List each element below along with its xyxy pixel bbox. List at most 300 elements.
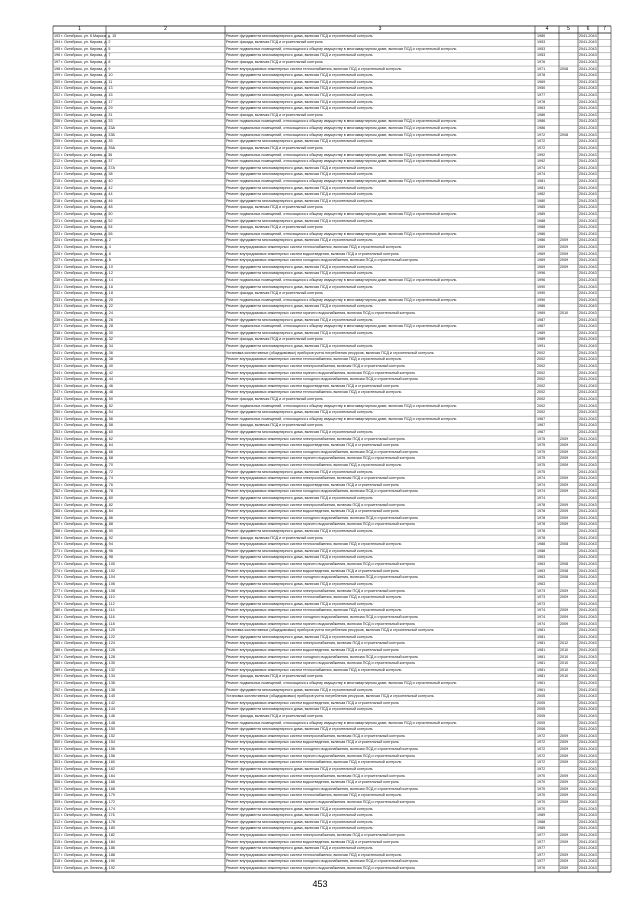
cell-period: 2041-2043 bbox=[579, 132, 597, 137]
cell-address: 262 г. Октябрьск, ул. Ленина, д. 78 bbox=[54, 489, 113, 494]
cell-period: 2041-2043 bbox=[579, 330, 597, 335]
cell-work: Ремонт фундамента многоквартирного дома, включая ПСД и строительный контроль bbox=[226, 344, 373, 349]
cell-year-built: 1970 bbox=[537, 793, 546, 798]
cell-period: 2041-2043 bbox=[579, 40, 597, 45]
cell-address: 247 г. Октябрьск, ул. Ленина, д. 48 bbox=[54, 390, 113, 395]
cell-year-built: 1978 bbox=[537, 535, 546, 540]
cell-work: Ремонт внутридомовых инженерных систем теплоснабжения, включая ПСД и строительный контроль bbox=[226, 463, 402, 467]
cell-work: Ремонт внутридомовых инженерных систем теплоснабжения, включая ПСД и строительный контроль bbox=[226, 357, 402, 362]
cell-year-built: 1980 bbox=[537, 198, 546, 203]
cell-work: Ремонт внутридомовых инженерных систем теплоснабжения, включая ПСД и строительный контроль bbox=[226, 667, 402, 672]
cell-address: 203 г. Октябрьск, ул. Кирова, д. 17 bbox=[54, 99, 113, 104]
page-number: 453 bbox=[312, 879, 328, 889]
cell-work: Установка коллективных (общедомовых) приборов учета потребления ресурсов, включая ПСД и строительный контроль bbox=[226, 628, 434, 633]
cell-year-built: 1969 bbox=[537, 311, 546, 316]
cell-period: 2041-2043 bbox=[579, 733, 597, 738]
cell-work: Ремонт внутридомовых инженерных систем водоотведения, включая ПСД и строительный контроль bbox=[226, 443, 399, 448]
cell-work: Ремонт подвальных помещений, относящихся к общему имуществу в многоквартирном доме, включая ПСД и строительный контроль bbox=[226, 152, 457, 157]
cell-address: 268 г. Октябрьск, ул. Ленина, д. 90 bbox=[54, 529, 113, 534]
cell-year-built: 1981 bbox=[537, 661, 546, 666]
cell-work: Ремонт фундамента многоквартирного дома, включая ПСД и строительный контроль bbox=[226, 555, 373, 560]
cell-period: 2041-2043 bbox=[579, 297, 597, 302]
cell-address: 218 г. Октябрьск, ул. Кирова, д. 46 bbox=[54, 198, 113, 203]
cell-year-built: 1961 bbox=[537, 687, 546, 692]
cell-period: 2041-2043 bbox=[579, 396, 597, 401]
cell-year-built: 2002 bbox=[537, 390, 546, 395]
cell-work: Ремонт внутридомовых инженерных систем электроснабжения, включая ПСД и строительный контроль bbox=[226, 436, 405, 441]
cell-work: Ремонт подвальных помещений, относящихся к общему имуществу в многоквартирном доме, включая ПСД и строительный контроль bbox=[226, 132, 457, 137]
cell-year-built: 1978 bbox=[537, 509, 546, 514]
cell-work: Ремонт фундамента многоквартирного дома, включая ПСД и строительный контроль bbox=[226, 496, 373, 501]
cell-work: Ремонт фундамента многоквартирного дома, включая ПСД и строительный контроль bbox=[226, 634, 373, 639]
cell-period: 2041-2043 bbox=[579, 449, 597, 454]
cell-address: 285 г. Октябрьск, ул. Ленина, д. 124 bbox=[54, 641, 115, 646]
cell-address: 202 г. Октябрьск, ул. Кирова, д. 15 bbox=[54, 93, 113, 98]
cell-address: 294 г. Октябрьск, ул. Ленина, д. 142 bbox=[54, 700, 115, 705]
cell-period: 2041-2043 bbox=[579, 185, 597, 190]
cell-work: Установка коллективных (общедомовых) приборов учета потребления ресурсов, включая ПСД и строительный контроль bbox=[226, 694, 434, 699]
cell-year-built: 1988 bbox=[537, 225, 546, 230]
cell-year-built: 1973 bbox=[537, 588, 546, 593]
cell-year-built: 1986 bbox=[537, 119, 546, 124]
cell-address: 251 г. Октябрьск, ул. Ленина, д. 56 bbox=[54, 416, 113, 421]
cell-address: 267 г. Октябрьск, ул. Ленина, д. 88 bbox=[54, 522, 113, 527]
cell-year-built: 1981 bbox=[537, 641, 546, 646]
cell-period: 2041-2043 bbox=[579, 766, 597, 771]
cell-address: 198 г. Октябрьск, ул. Кирова, д. 9 bbox=[54, 66, 111, 71]
cell-period: 2041-2043 bbox=[579, 99, 597, 104]
cell-year-last-repair: 2009 bbox=[560, 482, 569, 487]
cell-work: Ремонт фундамента многоквартирного дома, включая ПСД и строительный контроль bbox=[226, 304, 373, 309]
cell-year-built: 1977 bbox=[537, 846, 546, 851]
cell-address: 205 г. Октябрьск, ул. Кирова, д. 31 bbox=[54, 112, 113, 117]
cell-address: 299 г. Октябрьск, ул. Ленина, д. 152 bbox=[54, 733, 115, 738]
cell-address: 213 г. Октябрьск, ул. Кирова, д. 37А bbox=[54, 165, 115, 170]
cell-address: 210 г. Октябрьск, ул. Кирова, д. 35А bbox=[54, 145, 115, 150]
cell-address: 245 г. Октябрьск, ул. Ленина, д. 44 bbox=[54, 377, 113, 382]
cell-year-last-repair: 2009 bbox=[560, 733, 569, 738]
cell-year-built: 2005 bbox=[537, 707, 546, 712]
cell-work: Ремонт фасада, включая ПСД и строительный контроль bbox=[226, 40, 323, 45]
cell-period: 2041-2043 bbox=[579, 515, 597, 520]
cell-work: Ремонт внутридомовых инженерных систем холодного водоснабжения, включая ПСД и строительный контроль bbox=[226, 377, 419, 382]
cell-address: 223 г. Октябрьск, ул. Кирова, д. 56 bbox=[54, 231, 113, 236]
cell-address: 306 г. Октябрьск, ул. Ленина, д. 166 bbox=[54, 780, 115, 785]
cell-work: Ремонт внутридомовых инженерных систем электроснабжения, включая ПСД и строительный контроль bbox=[226, 773, 405, 778]
cell-year-last-repair: 2010 bbox=[560, 674, 569, 679]
cell-period: 2041-2043 bbox=[579, 363, 597, 368]
cell-period: 2041-2043 bbox=[579, 337, 597, 342]
cell-year-last-repair: 2009 bbox=[560, 443, 569, 448]
cell-address: 237 г. Октябрьск, ул. Ленина, д. 28 bbox=[54, 324, 113, 329]
cell-address: 288 г. Октябрьск, ул. Ленина, д. 130 bbox=[54, 661, 115, 666]
cell-year-last-repair: 2009 bbox=[560, 264, 569, 269]
cell-work: Ремонт внутридомовых инженерных систем электроснабжения, включая ПСД и строительный контроль bbox=[226, 476, 405, 481]
cell-period: 2041-2043 bbox=[579, 806, 597, 811]
cell-address: 253 г. Октябрьск, ул. Ленина, д. 60 bbox=[54, 429, 113, 434]
cell-year-built: 1970 bbox=[537, 865, 546, 870]
cell-year-built: 2002 bbox=[537, 357, 546, 362]
cell-work: Ремонт фундамента многоквартирного дома, включая ПСД и строительный контроль bbox=[226, 198, 373, 203]
cell-year-built: 1970 bbox=[537, 786, 546, 791]
cell-year-last-repair: 2009 bbox=[560, 595, 569, 600]
cell-address: 222 г. Октябрьск, ул. Кирова, д. 54 bbox=[54, 225, 113, 230]
cell-work: Ремонт внутридомовых инженерных систем электроснабжения, включая ПСД и строительный контроль bbox=[226, 363, 405, 368]
cell-period: 2041-2043 bbox=[579, 218, 597, 223]
cell-period: 2041-2043 bbox=[579, 548, 597, 553]
cell-year-last-repair: 2009 bbox=[560, 258, 569, 263]
cell-year-built: 1967 bbox=[537, 429, 546, 434]
cell-address: 238 г. Октябрьск, ул. Ленина, д. 30 bbox=[54, 330, 113, 335]
cell-year-built: 1972 bbox=[537, 760, 546, 765]
cell-work: Ремонт фундамента многоквартирного дома, включая ПСД и строительный контроль bbox=[226, 106, 373, 111]
cell-year-built: 1992 bbox=[537, 159, 546, 164]
cell-period: 2041-2043 bbox=[579, 628, 597, 633]
column-header-3: 3 bbox=[378, 26, 382, 32]
cell-period: 2041-2043 bbox=[579, 152, 597, 157]
cell-year-built: 1988 bbox=[537, 218, 546, 223]
cell-year-built: 1950 bbox=[537, 86, 546, 91]
cell-year-built: 2002 bbox=[537, 410, 546, 415]
cell-address: 266 г. Октябрьск, ул. Ленина, д. 86 bbox=[54, 515, 113, 520]
cell-address: 269 г. Октябрьск, ул. Ленина, д. 92 bbox=[54, 535, 113, 540]
cell-year-built: 1969 bbox=[537, 79, 546, 84]
cell-address: 225 г. Октябрьск, ул. Ленина, д. 4 bbox=[54, 245, 111, 249]
cell-year-built: 1974 bbox=[537, 476, 546, 481]
cell-address: 316 г. Октябрьск, ул. Ленина, д. 186 bbox=[54, 846, 115, 851]
cell-address: 241 г. Октябрьск, ул. Ленина, д. 36 bbox=[54, 350, 113, 355]
cell-year-built: 1975 bbox=[537, 463, 546, 467]
cell-year-built: 1972 bbox=[537, 145, 546, 150]
cell-year-built: 1988 bbox=[537, 542, 546, 547]
cell-period: 2041-2043 bbox=[579, 126, 597, 131]
cell-address: 214 г. Октябрьск, ул. Кирова, д. 38 bbox=[54, 172, 113, 177]
cell-period: 2041-2043 bbox=[579, 647, 597, 652]
cell-period: 2041-2043 bbox=[579, 192, 597, 197]
cell-year-built: 1981 bbox=[537, 654, 546, 659]
cell-address: 260 г. Октябрьск, ул. Ленина, д. 74 bbox=[54, 476, 113, 481]
cell-address: 264 г. Октябрьск, ул. Ленина, д. 82 bbox=[54, 502, 113, 507]
cell-work: Ремонт внутридомовых инженерных систем водоотведения, включая ПСД и строительный контроль bbox=[226, 509, 399, 514]
cell-work: Ремонт подвальных помещений, относящихся к общему имуществу в многоквартирном доме, включая ПСД и строительный контроль bbox=[226, 126, 457, 131]
cell-work: Ремонт фундамента многоквартирного дома, включая ПСД и строительный контроль bbox=[226, 317, 373, 322]
cell-period: 2041-2043 bbox=[579, 535, 597, 540]
cell-period: 2041-2043 bbox=[579, 786, 597, 791]
cell-period: 2041-2043 bbox=[579, 198, 597, 203]
cell-year-built: 1977 bbox=[537, 859, 546, 864]
cell-work: Ремонт внутридомовых инженерных систем теплоснабжения, включая ПСД и строительный контроль bbox=[226, 245, 402, 249]
cell-year-last-repair: 2009 bbox=[560, 760, 569, 765]
cell-work: Ремонт подвальных помещений, относящихся к общему имуществу в многоквартирном доме, включая ПСД и строительный контроль bbox=[226, 681, 457, 686]
cell-address: 246 г. Октябрьск, ул. Ленина, д. 46 bbox=[54, 383, 113, 388]
cell-year-built: 1991 bbox=[537, 344, 546, 349]
cell-period: 2041-2043 bbox=[579, 284, 597, 289]
cell-year-built: 1986 bbox=[537, 238, 546, 243]
cell-address: 277 г. Октябрьск, ул. Ленина, д. 108 bbox=[54, 588, 115, 593]
cell-address: 307 г. Октябрьск, ул. Ленина, д. 168 bbox=[54, 786, 115, 791]
cell-year-built: 1974 bbox=[537, 608, 546, 613]
cell-year-last-repair: 2009 bbox=[560, 832, 569, 837]
cell-work: Ремонт фасада, включая ПСД и строительный контроль bbox=[226, 423, 323, 428]
cell-year-built: 1972 bbox=[537, 740, 546, 745]
cell-period: 2041-2043 bbox=[579, 826, 597, 831]
cell-year-built: 1978 bbox=[537, 502, 546, 507]
cell-address: 270 г. Октябрьск, ул. Ленина, д. 94 bbox=[54, 542, 113, 547]
cell-work: Ремонт внутридомовых инженерных систем горячего водоснабжения, включая ПСД и строительный контроль bbox=[226, 661, 416, 666]
cell-work: Ремонт внутридомовых инженерных систем горячего водоснабжения, включая ПСД и строительный контроль bbox=[226, 456, 416, 461]
cell-work: Ремонт фундамента многоквартирного дома, включая ПСД и строительный контроль bbox=[226, 707, 373, 712]
cell-address: 217 г. Октябрьск, ул. Кирова, д. 44 bbox=[54, 192, 113, 197]
cell-year-built: 1972 bbox=[537, 139, 546, 144]
cell-work: Ремонт подвальных помещений, относящихся к общему имуществу в многоквартирном доме, включая ПСД и строительный контроль bbox=[226, 231, 457, 236]
cell-year-built: 1967 bbox=[537, 416, 546, 421]
cell-year-built: 1982 bbox=[537, 192, 546, 197]
cell-period: 2041-2043 bbox=[579, 119, 597, 124]
cell-period: 2041-2043 bbox=[579, 839, 597, 844]
cell-year-built: 1969 bbox=[537, 245, 546, 249]
cell-period: 2041-2043 bbox=[579, 608, 597, 613]
cell-address: 201 г. Октябрьск, ул. Кирова, д. 13 bbox=[54, 86, 113, 91]
cell-year-built: 1972 bbox=[537, 747, 546, 752]
cell-period: 2041-2043 bbox=[579, 383, 597, 388]
cell-period: 2041-2043 bbox=[579, 463, 597, 467]
cell-period: 2041-2043 bbox=[579, 370, 597, 375]
cell-period: 2041-2043 bbox=[579, 416, 597, 421]
cell-year-last-repair: 2009 bbox=[560, 463, 569, 467]
cell-period: 2041-2043 bbox=[579, 621, 597, 626]
cell-year-last-repair: 2009 bbox=[560, 799, 569, 804]
cell-year-last-repair: 2009 bbox=[560, 865, 569, 870]
cell-year-built: 1996 bbox=[537, 271, 546, 276]
cell-address: 233 г. Октябрьск, ул. Ленина, д. 20 bbox=[54, 297, 113, 302]
cell-year-built: 1978 bbox=[537, 73, 546, 78]
cell-period: 2041-2043 bbox=[579, 674, 597, 679]
cell-year-last-repair: 2009 bbox=[560, 780, 569, 785]
cell-work: Ремонт фундамента многоквартирного дома, включая ПСД и строительный контроль bbox=[226, 79, 373, 84]
cell-period: 2041-2043 bbox=[579, 661, 597, 666]
cell-year-built: 1974 bbox=[537, 165, 546, 170]
cell-address: 255 г. Октябрьск, ул. Ленина, д. 64 bbox=[54, 443, 113, 448]
cell-period: 2041-2043 bbox=[579, 291, 597, 296]
cell-year-last-repair: 2009 bbox=[560, 238, 569, 243]
cell-year-built: 1963 bbox=[537, 106, 546, 111]
cell-year-last-repair: 2009 bbox=[560, 786, 569, 791]
cell-work: Ремонт фундамента многоквартирного дома, включая ПСД и строительный контроль bbox=[226, 766, 373, 771]
cell-year-last-repair: 2009 bbox=[560, 773, 569, 778]
cell-work: Ремонт фундамента многоквартирного дома, включая ПСД и строительный контроль bbox=[226, 330, 373, 335]
cell-period: 2041-2043 bbox=[579, 271, 597, 276]
cell-address: 231 г. Октябрьск, ул. Ленина, д. 16 bbox=[54, 284, 113, 289]
cell-year-built: 1987 bbox=[537, 324, 546, 329]
cell-work: Ремонт внутридомовых инженерных систем горячего водоснабжения, включая ПСД и строительный контроль bbox=[226, 311, 416, 316]
cell-year-built: 1972 bbox=[537, 733, 546, 738]
cell-year-last-repair: 2009 bbox=[560, 436, 569, 441]
cell-address: 244 г. Октябрьск, ул. Ленина, д. 42 bbox=[54, 370, 113, 375]
cell-work: Ремонт внутридомовых инженерных систем теплоснабжения, включая ПСД и строительный контроль bbox=[226, 608, 402, 613]
cell-period: 2041-2043 bbox=[579, 799, 597, 804]
cell-period: 2041-2043 bbox=[579, 231, 597, 236]
cell-year-built: 1986 bbox=[537, 112, 546, 117]
cell-address: 207 г. Октябрьск, ул. Кирова, д. 33А bbox=[54, 126, 115, 131]
cell-period: 2041-2043 bbox=[579, 245, 597, 249]
column-header-1: 1 bbox=[78, 26, 81, 32]
cell-year-last-repair: 2009 bbox=[560, 747, 569, 752]
cell-work: Ремонт внутридомовых инженерных систем горячего водоснабжения, включая ПСД и строительный контроль bbox=[226, 799, 416, 804]
cell-work: Ремонт фундамента многоквартирного дома, включая ПСД и строительный контроль bbox=[226, 271, 373, 276]
cell-year-built: 1989 bbox=[537, 330, 546, 335]
cell-period: 2041-2043 bbox=[579, 238, 597, 243]
cell-work: Ремонт внутридомовых инженерных систем электроснабжения, включая ПСД и строительный контроль bbox=[226, 733, 405, 738]
cell-year-built: 1978 bbox=[537, 529, 546, 534]
cell-period: 2041-2043 bbox=[579, 429, 597, 434]
cell-address: 252 г. Октябрьск, ул. Ленина, д. 58 bbox=[54, 423, 113, 428]
cell-address: 243 г. Октябрьск, ул. Ленина, д. 40 bbox=[54, 363, 113, 368]
cell-work: Ремонт фасада, включая ПСД и строительный контроль bbox=[226, 714, 323, 719]
cell-year-built: 2005 bbox=[537, 720, 546, 725]
cell-work: Ремонт фундамента многоквартирного дома, включая ПСД и строительный контроль bbox=[226, 264, 373, 269]
cell-work: Ремонт внутридомовых инженерных систем холодного водоснабжения, включая ПСД и строительный контроль bbox=[226, 747, 419, 752]
cell-period: 2041-2043 bbox=[579, 819, 597, 824]
cell-address: 200 г. Октябрьск, ул. Кирова, д. 11 bbox=[54, 79, 113, 84]
cell-work: Ремонт внутридомовых инженерных систем холодного водоснабжения, включая ПСД и строительный контроль bbox=[226, 449, 419, 454]
cell-year-built: 1953 bbox=[537, 46, 546, 51]
cell-period: 2041-2043 bbox=[579, 225, 597, 230]
cell-period: 2041-2043 bbox=[579, 687, 597, 692]
cell-period: 2041-2043 bbox=[579, 456, 597, 461]
cell-work: Ремонт внутридомовых инженерных систем водоотведения, включая ПСД и строительный контроль bbox=[226, 780, 399, 785]
cell-address: 226 г. Октябрьск, ул. Ленина, д. 6 bbox=[54, 251, 111, 256]
cell-work: Ремонт фасада, включая ПСД и строительный контроль bbox=[226, 225, 323, 230]
cell-period: 2041-2043 bbox=[579, 714, 597, 719]
cell-year-built: 1996 bbox=[537, 278, 546, 283]
cell-work: Ремонт подвальных помещений, относящихся к общему имуществу в многоквартирном доме, включая ПСД и строительный контроль bbox=[226, 324, 457, 329]
cell-year-built: 1981 bbox=[537, 628, 546, 633]
cell-work: Ремонт подвальных помещений, относящихся к общему имуществу в многоквартирном доме, включая ПСД и строительный контроль bbox=[226, 297, 457, 302]
cell-year-built: 1974 bbox=[537, 614, 546, 619]
column-header-6: 6 bbox=[586, 26, 590, 32]
cell-period: 2041-2043 bbox=[579, 205, 597, 210]
cell-period: 2041-2043 bbox=[579, 410, 597, 415]
cell-year-built: 2002 bbox=[537, 383, 546, 388]
cell-address: 276 г. Октябрьск, ул. Ленина, д. 106 bbox=[54, 581, 115, 586]
cell-work: Ремонт внутридомовых инженерных систем теплоснабжения, включая ПСД и строительный контроль bbox=[226, 390, 402, 395]
cell-address: 275 г. Октябрьск, ул. Ленина, д. 104 bbox=[54, 575, 115, 580]
cell-year-built: 1975 bbox=[537, 436, 546, 441]
cell-work: Ремонт внутридомовых инженерных систем холодного водоснабжения, включая ПСД и строительный контроль bbox=[226, 575, 419, 580]
cell-address: 195 г. Октябрьск, ул. Кирова, д. 5 bbox=[54, 46, 111, 51]
cell-address: 273 г. Октябрьск, ул. Ленина, д. 100 bbox=[54, 562, 115, 567]
cell-year-last-repair: 2009 bbox=[560, 740, 569, 745]
cell-work: Ремонт фундамента многоквартирного дома, включая ПСД и строительный контроль bbox=[226, 826, 373, 831]
cell-year-built: 1969 bbox=[537, 258, 546, 263]
cell-work: Ремонт внутридомовых инженерных систем холодного водоснабжения, включая ПСД и строительный контроль bbox=[226, 614, 419, 619]
cell-period: 2041-2043 bbox=[579, 502, 597, 507]
cell-year-built: 1989 bbox=[537, 337, 546, 342]
cell-year-last-repair: 2008 bbox=[560, 542, 569, 547]
cell-period: 2041-2043 bbox=[579, 852, 597, 857]
cell-address: 318 г. Октябрьск, ул. Ленина, д. 190 bbox=[54, 859, 115, 864]
cell-address: 290 г. Октябрьск, ул. Ленина, д. 134 bbox=[54, 674, 115, 679]
cell-address: 194 г. Октябрьск, ул. Кирова, д. 2 bbox=[54, 40, 111, 45]
cell-work: Ремонт внутридомовых инженерных систем водоотведения, включая ПСД и строительный контроль bbox=[226, 839, 399, 844]
cell-work: Ремонт фундамента многоквартирного дома, включая ПСД и строительный контроль bbox=[226, 86, 373, 91]
cell-address: 235 г. Октябрьск, ул. Ленина, д. 24 bbox=[54, 311, 113, 316]
cell-year-built: 1990 bbox=[537, 284, 546, 289]
cell-work: Ремонт внутридомовых инженерных систем водоотведения, включая ПСД и строительный контроль bbox=[226, 568, 399, 573]
cell-work: Установка коллективных (общедомовых) приборов учета потребления ресурсов, включая ПСД и строительный контроль bbox=[226, 350, 434, 355]
cell-address: 311 г. Октябрьск, ул. Ленина, д. 176 bbox=[54, 813, 115, 818]
cell-address: 298 г. Октябрьск, ул. Ленина, д. 150 bbox=[54, 727, 115, 732]
cell-year-last-repair: 2009 bbox=[560, 614, 569, 619]
cell-period: 2041-2043 bbox=[579, 489, 597, 494]
cell-work: Ремонт внутридомовых инженерных систем теплоснабжения, включая ПСД и строительный контроль bbox=[226, 793, 402, 798]
cell-year-last-repair: 2009 bbox=[560, 489, 569, 494]
cell-year-built: 2002 bbox=[537, 403, 546, 408]
cell-address: 239 г. Октябрьск, ул. Ленина, д. 32 bbox=[54, 337, 113, 342]
cell-address: 209 г. Октябрьск, ул. Кирова, д. 35 bbox=[54, 139, 113, 144]
cell-period: 2041-2043 bbox=[579, 588, 597, 593]
cell-period: 2041-2043 bbox=[579, 568, 597, 573]
cell-address: 261 г. Октябрьск, ул. Ленина, д. 76 bbox=[54, 482, 113, 487]
cell-year-last-repair: 2009 bbox=[560, 839, 569, 844]
cell-address: 301 г. Октябрьск, ул. Ленина, д. 156 bbox=[54, 747, 115, 752]
column-header-4: 4 bbox=[545, 26, 549, 32]
cell-year-built: 2005 bbox=[537, 714, 546, 719]
cell-year-built: 1967 bbox=[537, 423, 546, 428]
cell-year-built: 1971 bbox=[537, 66, 546, 71]
cell-work: Ремонт фундамента многоквартирного дома, включая ПСД и строительный контроль bbox=[226, 185, 373, 190]
cell-year-last-repair: 2009 bbox=[560, 502, 569, 507]
cell-period: 2041-2043 bbox=[579, 509, 597, 514]
cell-work: Ремонт внутридомовых инженерных систем теплоснабжения, включая ПСД и строительный контроль bbox=[226, 66, 402, 71]
cell-work: Ремонт подвальных помещений, относящихся к общему имуществу в многоквартирном доме, включая ПСД и строительный контроль bbox=[226, 720, 457, 725]
cell-year-built: 1963 bbox=[537, 575, 546, 580]
cell-period: 2041-2043 bbox=[579, 522, 597, 527]
cell-year-last-repair: 2012 bbox=[560, 641, 569, 646]
cell-period: 2041-2043 bbox=[579, 46, 597, 51]
cell-work: Ремонт фундамента многоквартирного дома, включая ПСД и строительный контроль bbox=[226, 846, 373, 851]
cell-period: 2041-2043 bbox=[579, 278, 597, 283]
cell-year-last-repair: 2009 bbox=[560, 608, 569, 613]
cell-year-last-repair: 2008 bbox=[560, 562, 569, 567]
cell-period: 2041-2043 bbox=[579, 601, 597, 606]
cell-year-last-repair: 2009 bbox=[560, 245, 569, 249]
cell-period: 2041-2043 bbox=[579, 112, 597, 117]
cell-period: 2043-2043 bbox=[579, 865, 597, 870]
cell-year-built: 1981 bbox=[537, 185, 546, 190]
cell-year-built: 1981 bbox=[537, 667, 546, 672]
cell-work: Ремонт подвальных помещений, относящихся к общему имуществу в многоквартирном доме, включая ПСД и строительный контроль bbox=[226, 119, 457, 124]
cell-year-built: 1970 bbox=[537, 806, 546, 811]
cell-year-built: 1969 bbox=[537, 264, 546, 269]
cell-work: Ремонт фундамента многоквартирного дома, включая ПСД и строительный контроль bbox=[226, 727, 373, 732]
cell-period: 2041-2043 bbox=[579, 469, 597, 474]
cell-year-last-repair: 2008 bbox=[560, 575, 569, 580]
cell-work: Ремонт внутридомовых инженерных систем водоотведения, включая ПСД и строительный контроль bbox=[226, 700, 399, 705]
cell-year-built: 2005 bbox=[537, 700, 546, 705]
cell-period: 2041-2043 bbox=[579, 707, 597, 712]
cell-work: Ремонт фасада, включая ПСД и строительный контроль bbox=[226, 60, 323, 65]
cell-period: 2041-2043 bbox=[579, 482, 597, 487]
cell-period: 2041-2043 bbox=[579, 251, 597, 256]
cell-address: 199 г. Октябрьск, ул. Кирова, д. 10 bbox=[54, 73, 113, 78]
cell-year-built: 1987 bbox=[537, 317, 546, 322]
cell-period: 2041-2043 bbox=[579, 178, 597, 183]
cell-period: 2041-2043 bbox=[579, 727, 597, 732]
cell-year-last-repair: 2009 bbox=[560, 588, 569, 593]
cell-work: Ремонт внутридомовых инженерных систем водоотведения, включая ПСД и строительный контроль bbox=[226, 383, 399, 388]
cell-period: 2041-2043 bbox=[579, 773, 597, 778]
